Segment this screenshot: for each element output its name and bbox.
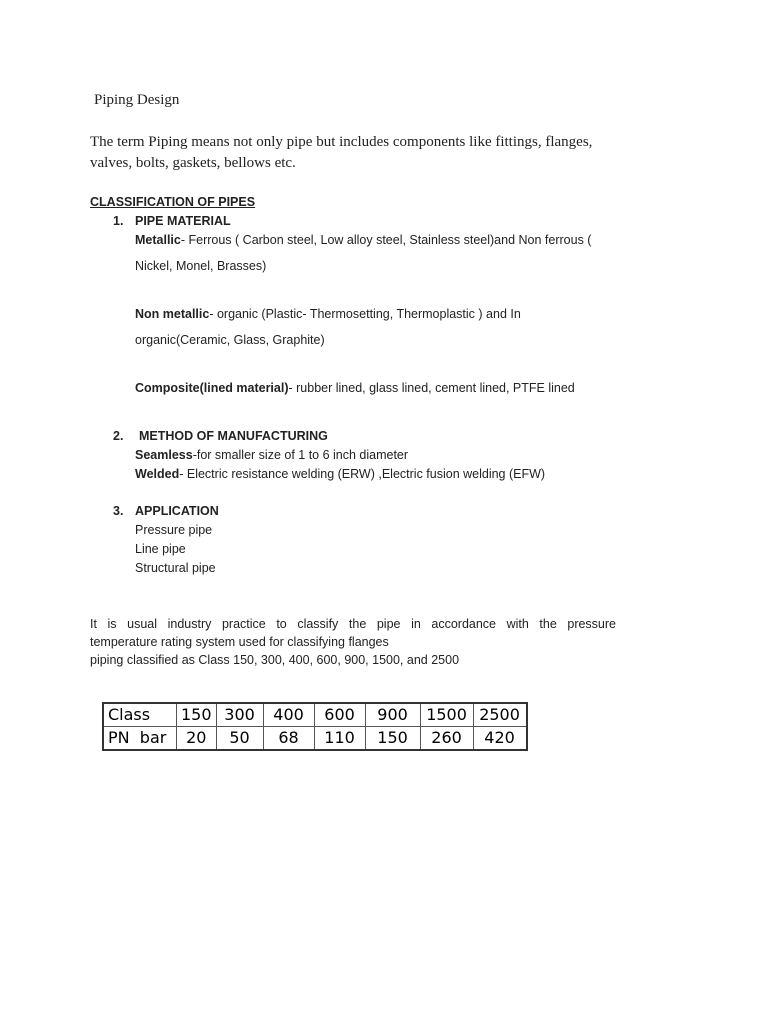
practice-line-3: piping classified as Class 150, 300, 400, 600, 900, 1500, and 2500 bbox=[90, 653, 460, 667]
seamless-line bbox=[135, 448, 408, 462]
practice-line-1: It is usual industry practice to classify the pipe in accordance with the pressure bbox=[90, 617, 616, 631]
document-title: Piping Design bbox=[94, 92, 180, 108]
section-3-number: 3. bbox=[113, 504, 124, 518]
welded-label: Welded bbox=[135, 467, 180, 481]
table-row bbox=[103, 727, 527, 751]
section-2-number: 2. bbox=[113, 429, 124, 443]
metallic-line-1 bbox=[135, 233, 591, 247]
composite-text: - rubber lined, glass lined, cement lined, PTFE lined bbox=[288, 381, 575, 395]
nonmetallic-line-1 bbox=[135, 307, 521, 321]
table-cell: 150 bbox=[177, 703, 217, 727]
intro-line-1: The term Piping means not only pipe but includes components like fittings, flanges, bbox=[90, 134, 593, 150]
welded-text: - Electric resistance welding (ERW) ,Electric fusion welding (EFW) bbox=[179, 467, 546, 481]
application-item: Line pipe bbox=[135, 542, 186, 556]
table-cell: 110 bbox=[314, 727, 365, 751]
classification-heading: CLASSIFICATION OF PIPES bbox=[90, 195, 256, 209]
table-cell: 50 bbox=[216, 727, 263, 751]
table-cell: 260 bbox=[420, 727, 473, 751]
table-cell: 900 bbox=[365, 703, 420, 727]
table-cell: 400 bbox=[263, 703, 314, 727]
table-row-label: PN bar bbox=[103, 727, 177, 751]
table-cell: 1500 bbox=[420, 703, 473, 727]
table-cell: 20 bbox=[177, 727, 217, 751]
section-2-heading: METHOD OF MANUFACTURING bbox=[139, 429, 328, 443]
seamless-text: -for smaller size of 1 to 6 inch diameter bbox=[192, 448, 409, 462]
metallic-label: Metallic bbox=[135, 233, 181, 247]
nonmetallic-label: Non metallic bbox=[135, 307, 210, 321]
nonmetallic-text-1: - organic (Plastic- Thermosetting, Thermoplastic ) and In bbox=[209, 307, 521, 321]
table-cell: 150 bbox=[365, 727, 420, 751]
nonmetallic-line-2: organic(Ceramic, Glass, Graphite) bbox=[135, 333, 325, 347]
welded-line bbox=[135, 467, 545, 481]
seamless-label: Seamless bbox=[135, 448, 193, 462]
practice-line-2: temperature rating system used for classifying flanges bbox=[90, 635, 389, 649]
section-1-heading: PIPE MATERIAL bbox=[135, 214, 231, 228]
table-cell: 2500 bbox=[473, 703, 527, 727]
application-item: Pressure pipe bbox=[135, 523, 213, 537]
metallic-line-2: Nickel, Monel, Brasses) bbox=[135, 259, 267, 273]
composite-line bbox=[135, 381, 575, 395]
section-1-number: 1. bbox=[113, 214, 124, 228]
table-cell: 420 bbox=[473, 727, 527, 751]
table-cell: 300 bbox=[216, 703, 263, 727]
composite-label: Composite(lined material) bbox=[135, 381, 289, 395]
application-item: Structural pipe bbox=[135, 561, 216, 575]
table-row-label: Class bbox=[103, 703, 177, 727]
metallic-text-1: - Ferrous ( Carbon steel, Low alloy steel, Stainless steel)and Non ferrous ( bbox=[180, 233, 592, 247]
table-cell: 68 bbox=[263, 727, 314, 751]
section-3-heading: APPLICATION bbox=[135, 504, 219, 518]
class-pressure-table bbox=[102, 702, 528, 751]
intro-line-2: valves, bolts, gaskets, bellows etc. bbox=[90, 155, 296, 171]
table-row bbox=[103, 703, 527, 727]
table-cell: 600 bbox=[314, 703, 365, 727]
